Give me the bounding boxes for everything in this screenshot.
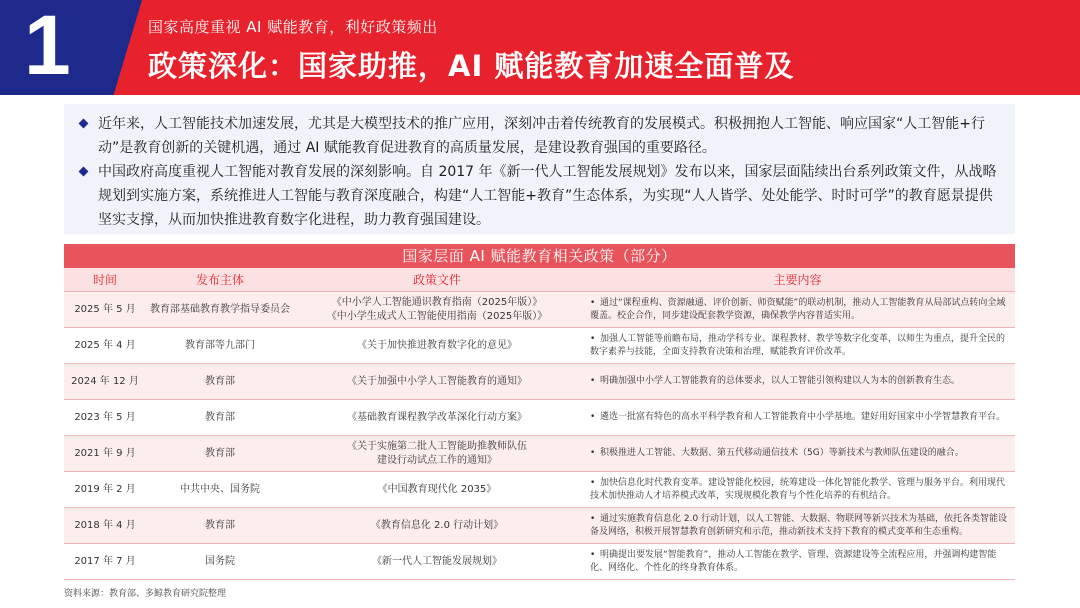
table-header-row (64, 268, 1015, 292)
cell-issuer: 国务院 (146, 544, 294, 580)
table-row (64, 400, 1015, 436)
cell-content (580, 436, 1015, 472)
table-row (64, 544, 1015, 580)
cell-issuer: 教育部等九部门 (146, 328, 294, 364)
intro-bullet (80, 112, 1000, 160)
cell-time: 2017 年 7 月 (64, 544, 146, 580)
section-number: 1 (24, 0, 71, 92)
cell-issuer: 教育部 (146, 508, 294, 544)
cell-time: 2025 年 4 月 (64, 328, 146, 364)
content-text: 遴选一批富有特色的高水平科学教育和人工智能教育中小学基地。建好用好国家中小学智慧教育平台。 (600, 412, 1006, 422)
cell-issuer: 教育部基础教育教学指导委员会 (146, 292, 294, 328)
policy-table (64, 268, 1015, 580)
table-row (64, 472, 1015, 508)
cell-time: 2024 年 12 月 (64, 364, 146, 400)
bullet-dot-icon: • (590, 376, 596, 386)
page-title: 政策深化：国家助推，AI 赋能教育加速全面普及 (148, 49, 795, 83)
table-title: 国家层面 AI 赋能教育相关政策（部分） (64, 244, 1015, 268)
content-text: 通过“课程重构、资源融通、评价创新、师资赋能”的联动机制，推动人工智能教育从局部试点转向全域覆盖。校企合作，同步建设配套教学资源，确保教学内容普适实用。 (590, 297, 1006, 321)
cell-issuer: 教育部 (146, 364, 294, 400)
cell-content (580, 364, 1015, 400)
content-text: 加强人工智能等前瞻布局，推动学科专业、课程教材、教学等数字化变革，以师生为重点，提升全民的数字素养与技能，全面支持教育决策和治理，赋能教育评价改革。 (590, 333, 1006, 357)
cell-document: 《基础教育课程教学改革深化行动方案》 (294, 400, 580, 436)
cell-time: 2025 年 5 月 (64, 292, 146, 328)
intro-bullet (80, 160, 1000, 232)
bullet-dot-icon: • (590, 297, 596, 308)
table-row (64, 328, 1015, 364)
content-text: 明确提出要发展“智能教育”，推动人工智能在教学、管理、资源建设等全流程应用，并强调构建智能化、网络化、个性化的终身教育体系。 (590, 549, 997, 573)
cell-issuer: 教育部 (146, 400, 294, 436)
bullet-dot-icon: • (590, 412, 596, 422)
column-header-document: 政策文件 (294, 268, 580, 292)
column-header-time: 时间 (64, 268, 146, 292)
cell-content (580, 400, 1015, 436)
cell-document: 《关于实施第二批人工智能助推教师队伍 建设行动试点工作的通知》 (294, 436, 580, 472)
cell-issuer: 教育部 (146, 436, 294, 472)
cell-document: 《新一代人工智能发展规划》 (294, 544, 580, 580)
bullet-dot-icon: • (590, 549, 596, 560)
bullet-dot-icon: • (590, 513, 596, 524)
intro-bullet-text: 中国政府高度重视人工智能对教育发展的深刻影响。自 2017 年《新一代人工智能发展规划》发布以来，国家层面陆续出台系列政策文件，从战略规划到实施方案，系统推进人工智能与教育深度融合，构建“人工智能+教育”生态体系，为实现“人人皆学、处处能学、时时可学”的教育愿景提供坚实支撑，从而加快推进教育数字化进程，助力教育强国建设。 (98, 164, 997, 228)
intro-box (64, 104, 1015, 234)
cell-content (580, 328, 1015, 364)
header-banner (0, 0, 1080, 95)
content-text: 积极推进人工智能、大数据、第五代移动通信技术（5G）等新技术与教师队伍建设的融合。 (600, 448, 964, 458)
cell-document: 《中国教育现代化 2035》 (294, 472, 580, 508)
cell-time: 2021 年 9 月 (64, 436, 146, 472)
content-text: 明确加强中小学人工智能教育的总体要求，以人工智能引领构建以人为本的创新教育生态。 (600, 376, 961, 386)
content-text: 通过实施教育信息化 2.0 行动计划，以人工智能、大数据、物联网等新兴技术为基础，依托各类智能设备及网络，积极开展智慧教育创新研究和示范，推动新技术支持下教育的模式变革和生态重构。 (590, 513, 1008, 537)
cell-time: 2023 年 5 月 (64, 400, 146, 436)
table-row (64, 364, 1015, 400)
table-row (64, 292, 1015, 328)
cell-document: 《关于加强中小学人工智能教育的通知》 (294, 364, 580, 400)
section-subtitle: 国家高度重视 AI 赋能教育，利好政策频出 (148, 18, 438, 36)
cell-content (580, 508, 1015, 544)
table-row (64, 436, 1015, 472)
cell-content (580, 472, 1015, 508)
source-note: 资料来源：教育部、多鲸教育研究院整理 (64, 589, 227, 599)
intro-bullet-text: 近年来，人工智能技术加速发展，尤其是大模型技术的推广应用，深刻冲击着传统教育的发展模式。积极拥抱人工智能、响应国家“人工智能+行动”是教育创新的关键机遇，通过 AI 赋能教育促进教育的高质量发展，是建设教育强国的重要路径。 (98, 116, 985, 156)
cell-time: 2019 年 2 月 (64, 472, 146, 508)
column-header-issuer: 发布主体 (146, 268, 294, 292)
cell-content (580, 544, 1015, 580)
content-text: 加快信息化时代教育变革。建设智能化校园，统筹建设一体化智能化教学、管理与服务平台。利用现代技术加快推动人才培养模式改革，实现规模化教育与个性化培养的有机结合。 (590, 477, 1006, 501)
cell-document: 《中小学人工智能通识教育指南（2025年版）》 《中小学生成式人工智能使用指南（2025年版）》 (294, 292, 580, 328)
cell-document: 《教育信息化 2.0 行动计划》 (294, 508, 580, 544)
column-header-content: 主要内容 (580, 268, 1015, 292)
cell-time: 2018 年 4 月 (64, 508, 146, 544)
table-row (64, 508, 1015, 544)
bullet-dot-icon: • (590, 477, 596, 488)
bullet-dot-icon: • (590, 448, 596, 458)
cell-document: 《关于加快推进教育数字化的意见》 (294, 328, 580, 364)
cell-issuer: 中共中央、国务院 (146, 472, 294, 508)
bullet-dot-icon: • (590, 333, 596, 344)
cell-content (580, 292, 1015, 328)
